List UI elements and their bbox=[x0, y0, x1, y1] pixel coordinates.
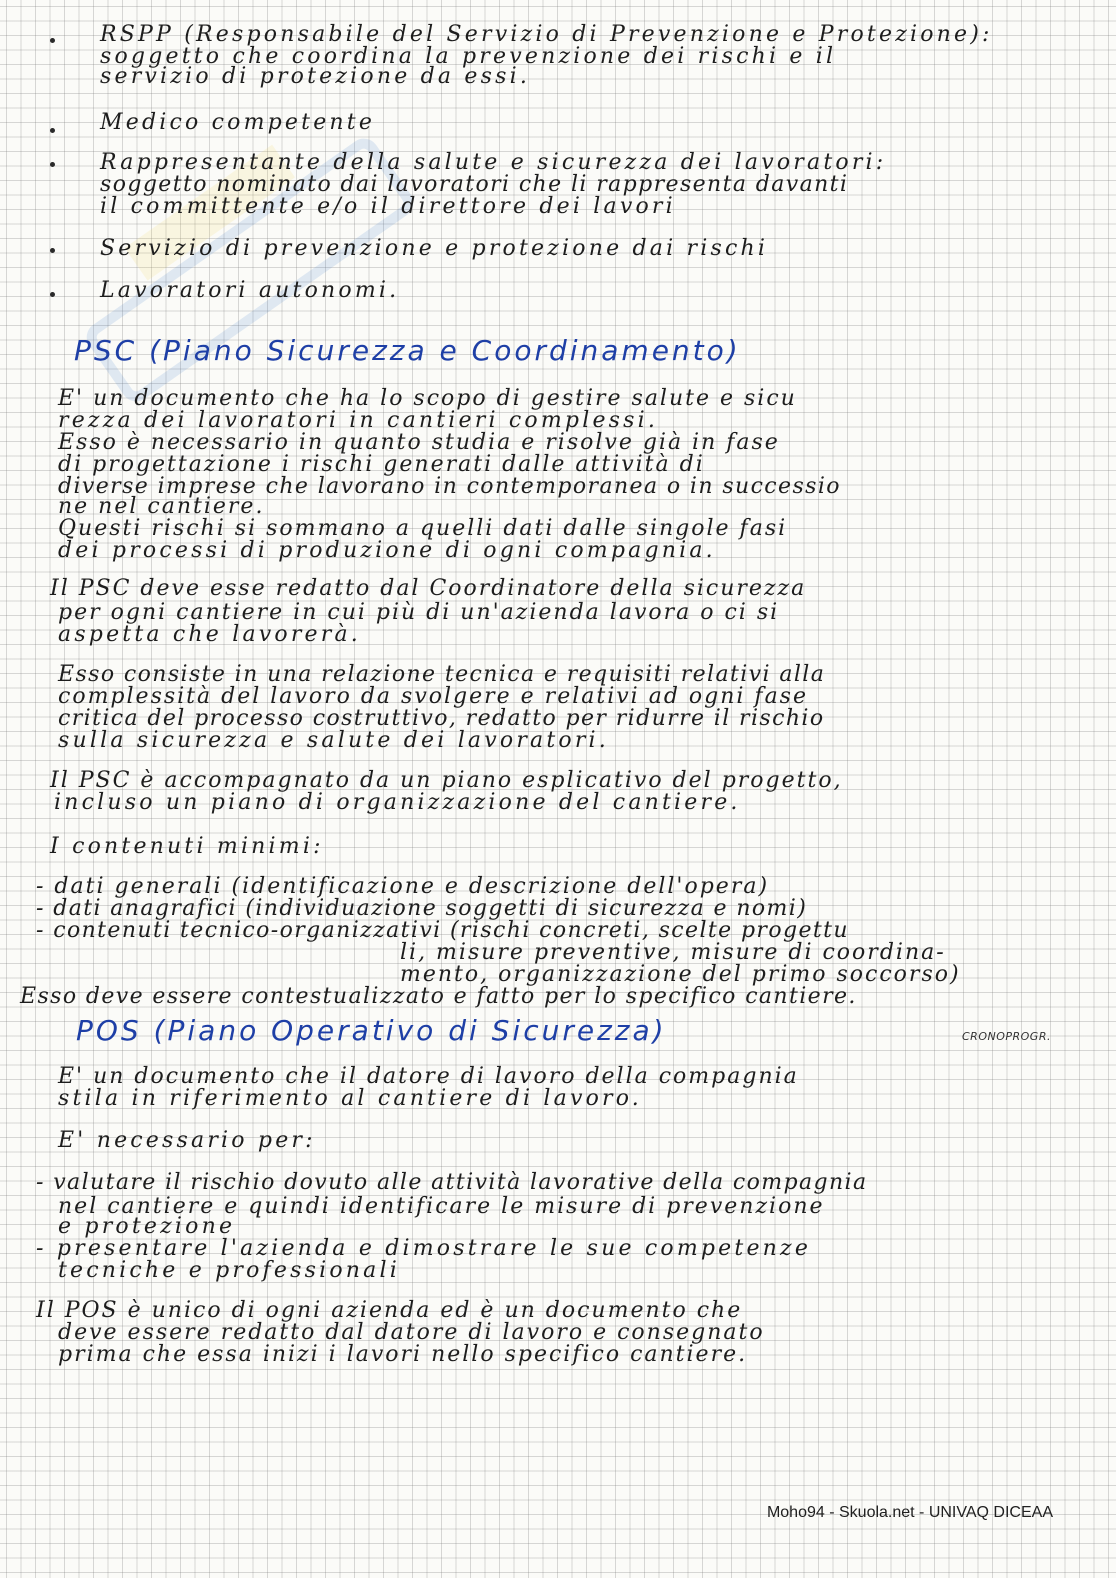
text-line: - contenuti tecnico-organizzativi (rischi concreti, scelte progettu bbox=[36, 918, 849, 943]
text-line: critica del processo costruttivo, redatto per ridurre il rischio bbox=[58, 706, 825, 731]
text-line: prima che essa inizi i lavori nello specifico cantiere. bbox=[58, 1342, 748, 1367]
section-heading-pos: POS (Piano Operativo di Sicurezza) bbox=[76, 1014, 667, 1047]
footer-credit: Moho94 - Skuola.net - UNIVAQ DICEAA bbox=[766, 1504, 1053, 1521]
text-line: Servizio di prevenzione e protezione dai rischi bbox=[100, 236, 769, 261]
text-line: - presentare l'azienda e dimostrare le sue competenze bbox=[36, 1236, 812, 1261]
text-line: E' un documento che il datore di lavoro della compagnia bbox=[58, 1064, 799, 1089]
text-line: Esso deve essere contestualizzato e fatto per lo specifico cantiere. bbox=[20, 984, 857, 1009]
text-line: complessità del lavoro da svolgere e relativi ad ogni fase bbox=[58, 684, 808, 709]
text-line: Rappresentante della salute e sicurezza dei lavoratori: bbox=[100, 150, 887, 175]
text-line: per ogni cantiere in cui più di un'azienda lavora o ci si bbox=[58, 600, 780, 625]
section-heading-psc: PSC (Piano Sicurezza e Coordinamento) bbox=[74, 334, 741, 367]
text-line: E' necessario per: bbox=[58, 1128, 316, 1153]
text-line: sulla sicurezza e salute dei lavoratori. bbox=[58, 728, 609, 753]
text-line: il committente e/o il direttore dei lavori bbox=[100, 194, 676, 219]
text-line: ne nel cantiere. bbox=[58, 494, 265, 519]
bullet-dot bbox=[50, 128, 55, 133]
bullet-dot bbox=[50, 248, 55, 253]
text-line: dei processi di produzione di ogni compagnia. bbox=[58, 538, 716, 563]
text-line: Questi rischi si sommano a quelli dati dalle singole fasi bbox=[58, 516, 788, 541]
text-line: mento, organizzazione del primo soccorso) bbox=[400, 962, 961, 987]
text-line: Esso consiste in una relazione tecnica e requisiti relativi alla bbox=[58, 662, 826, 687]
text-line: diverse imprese che lavorano in contemporanea o in successio bbox=[58, 474, 841, 499]
bullet-dot bbox=[50, 162, 55, 167]
text-line: li, misure preventive, misure di coordina- bbox=[400, 940, 946, 965]
text-line: aspetta che lavorerà. bbox=[58, 622, 361, 647]
text-line: e protezione bbox=[58, 1214, 236, 1239]
bullet-dot bbox=[50, 292, 55, 297]
text-line: stila in riferimento al cantiere di lavoro. bbox=[58, 1086, 642, 1111]
margin-note: CRONOPROGR. bbox=[962, 1030, 1051, 1043]
text-line: soggetto che coordina la prevenzione dei rischi e il bbox=[100, 44, 837, 69]
text-line: Il POS è unico di ogni azienda ed è un documento che bbox=[36, 1298, 743, 1323]
bullet-dot bbox=[50, 38, 55, 43]
text-line: servizio di protezione da essi. bbox=[100, 64, 531, 89]
text-line: Il PSC deve esse redatto dal Coordinatore della sicurezza bbox=[50, 576, 807, 601]
text-line: RSPP (Responsabile del Servizio di Prevenzione e Protezione): bbox=[100, 22, 993, 47]
text-line: I contenuti minimi: bbox=[50, 834, 324, 859]
text-line: Il PSC è accompagnato da un piano esplicativo del progetto, bbox=[50, 768, 843, 793]
text-line: - dati generali (identificazione e descrizione dell'opera) bbox=[36, 874, 770, 899]
text-line: deve essere redatto dal datore di lavoro e consegnato bbox=[58, 1320, 765, 1345]
text-line: E' un documento che ha lo scopo di gestire salute e sicu bbox=[58, 386, 797, 411]
text-line: Esso è necessario in quanto studia e risolve già in fase bbox=[58, 430, 780, 455]
text-line: - valutare il rischio dovuto alle attività lavorative della compagnia bbox=[36, 1170, 868, 1195]
text-line: di progettazione i rischi generati dalle attività di bbox=[58, 452, 705, 477]
text-line: Medico competente bbox=[100, 110, 376, 135]
text-line: nel cantiere e quindi identificare le misure di prevenzione bbox=[58, 1194, 825, 1219]
text-line: tecniche e professionali bbox=[58, 1258, 400, 1283]
text-line: Lavoratori autonomi. bbox=[100, 278, 400, 303]
text-line: incluso un piano di organizzazione del cantiere. bbox=[54, 790, 741, 815]
text-line: - dati anagrafici (individuazione soggetti di sicurezza e nomi) bbox=[36, 896, 808, 921]
text-line: soggetto nominato dai lavoratori che li rappresenta davanti bbox=[100, 172, 849, 197]
text-line: rezza dei lavoratori in cantieri complessi. bbox=[58, 408, 659, 433]
